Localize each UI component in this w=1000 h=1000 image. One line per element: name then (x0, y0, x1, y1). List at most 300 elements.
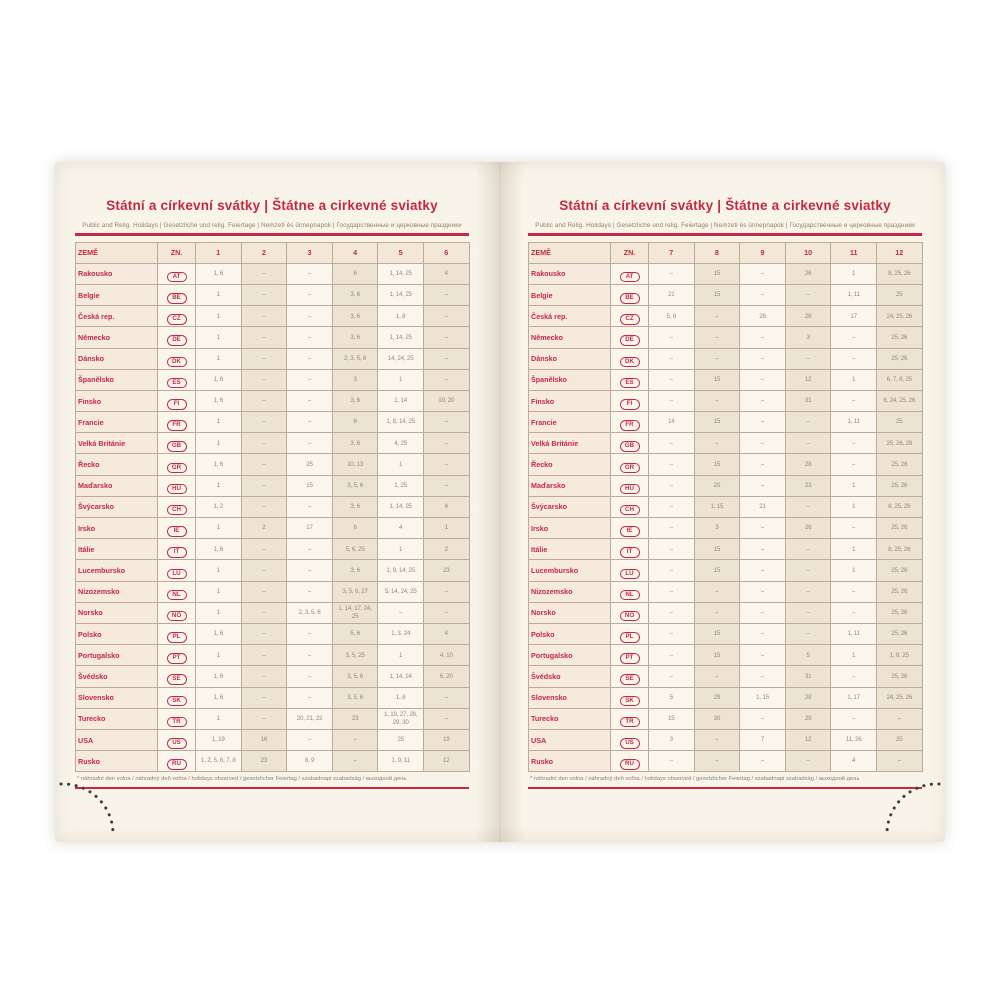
table-row (529, 666, 923, 687)
country-code-badge: NL (167, 590, 187, 601)
month-holidays-cell: 1, 14, 25 (378, 327, 424, 348)
month-holidays-cell: – (740, 475, 786, 496)
country-code-badge: ES (620, 378, 640, 389)
country-name-cell: Španělsko (529, 369, 611, 390)
month-holidays-cell: 1, 15 (740, 687, 786, 708)
holidays-table (528, 242, 923, 773)
country-name-cell: Řecko (529, 454, 611, 475)
month-holidays-cell: – (241, 327, 287, 348)
month-holidays-cell: – (831, 327, 877, 348)
month-holidays-cell: – (649, 539, 695, 560)
column-header-month: 5 (378, 242, 424, 263)
month-holidays-cell: – (287, 687, 333, 708)
table-row (529, 623, 923, 644)
country-name-cell: Irsko (529, 518, 611, 539)
month-holidays-cell: 1 (378, 369, 424, 390)
month-holidays-cell: 6, 24, 25, 26 (876, 390, 922, 411)
month-holidays-cell: – (423, 306, 469, 327)
month-holidays-cell: 1, 9, 14, 25 (378, 560, 424, 581)
month-holidays-cell: 1 (831, 263, 877, 284)
country-code-cell (611, 433, 649, 454)
month-holidays-cell: – (287, 496, 333, 517)
month-holidays-cell: – (241, 263, 287, 284)
month-holidays-cell: – (649, 369, 695, 390)
month-holidays-cell: 1, 6 (196, 539, 242, 560)
month-holidays-cell: 3, 6 (332, 327, 378, 348)
month-holidays-cell: – (287, 284, 333, 305)
month-holidays-cell: 1 (423, 518, 469, 539)
subtitle-rule (75, 233, 469, 236)
country-code-cell (158, 645, 196, 666)
month-holidays-cell: 26 (785, 518, 831, 539)
country-code-badge: GR (167, 463, 187, 474)
month-holidays-cell: – (241, 496, 287, 517)
page-subtitle: Public and Relig. Holidays | Gesetzliche und relig. Feiertage | Nemzeti és ünnepnapok | Государственные и церковные праздники (82, 222, 462, 229)
month-holidays-cell: 1, 8, 25 (876, 645, 922, 666)
month-holidays-cell: – (287, 369, 333, 390)
country-code-cell (611, 454, 649, 475)
month-holidays-cell: 4, 25 (378, 433, 424, 454)
month-holidays-cell: 1, 6 (196, 687, 242, 708)
month-holidays-cell: – (649, 475, 695, 496)
month-holidays-cell: 3, 6 (332, 433, 378, 454)
country-code-cell (611, 666, 649, 687)
month-holidays-cell: 1, 15 (694, 496, 740, 517)
month-holidays-cell: 3, 5, 6 (332, 475, 378, 496)
country-code-cell (158, 348, 196, 369)
month-holidays-cell: – (241, 369, 287, 390)
country-name-cell: Česká rep. (76, 306, 158, 327)
month-holidays-cell: – (287, 539, 333, 560)
month-holidays-cell: – (241, 666, 287, 687)
country-code-badge: CZ (620, 314, 640, 325)
table-row (76, 496, 470, 517)
table-row (76, 263, 470, 284)
month-holidays-cell: 1, 6 (196, 623, 242, 644)
table-row (529, 327, 923, 348)
right-page (500, 162, 945, 842)
month-holidays-cell: – (740, 581, 786, 602)
month-holidays-cell: 25 (287, 454, 333, 475)
month-holidays-cell: – (740, 263, 786, 284)
country-code-badge: SE (167, 674, 187, 685)
month-holidays-cell: – (423, 327, 469, 348)
month-holidays-cell: – (287, 560, 333, 581)
country-code-cell (158, 327, 196, 348)
country-name-cell: Rakousko (76, 263, 158, 284)
country-code-cell (611, 327, 649, 348)
month-holidays-cell: 17 (287, 518, 333, 539)
month-holidays-cell: – (831, 708, 877, 729)
country-name-cell: Itálie (76, 539, 158, 560)
month-holidays-cell: 1, 3, 24 (378, 623, 424, 644)
table-row (529, 539, 923, 560)
month-holidays-cell: 15 (694, 623, 740, 644)
month-holidays-cell: 8, 9 (287, 751, 333, 772)
country-code-badge: HU (167, 484, 187, 495)
month-holidays-cell: 1 (831, 539, 877, 560)
month-holidays-cell: – (694, 666, 740, 687)
month-holidays-cell: – (694, 306, 740, 327)
country-code-cell (611, 687, 649, 708)
country-code-badge: CH (620, 505, 640, 516)
month-holidays-cell: – (831, 581, 877, 602)
column-header-code: ZN. (611, 242, 649, 263)
month-holidays-cell: 15 (287, 475, 333, 496)
table-row (529, 348, 923, 369)
country-name-cell: USA (529, 729, 611, 750)
month-holidays-cell: – (378, 602, 424, 623)
month-holidays-cell: 25, 26 (876, 581, 922, 602)
month-holidays-cell: 1 (196, 306, 242, 327)
country-name-cell: Norsko (76, 602, 158, 623)
month-holidays-cell: – (740, 433, 786, 454)
country-name-cell: Maďarsko (76, 475, 158, 496)
table-row (76, 327, 470, 348)
country-code-badge: GB (167, 441, 187, 452)
country-name-cell: Lucembursko (529, 560, 611, 581)
table-row (76, 708, 470, 729)
table-row (76, 581, 470, 602)
month-holidays-cell: – (332, 751, 378, 772)
country-name-cell: Švýcarsko (529, 496, 611, 517)
country-name-cell: Francie (76, 412, 158, 433)
month-holidays-cell: – (649, 645, 695, 666)
country-code-badge: GR (620, 463, 640, 474)
country-code-cell (611, 708, 649, 729)
month-holidays-cell: – (423, 369, 469, 390)
month-holidays-cell: 1, 9, 11 (378, 751, 424, 772)
table-row (76, 602, 470, 623)
month-holidays-cell: 15 (649, 708, 695, 729)
table-row (76, 518, 470, 539)
month-holidays-cell: 25, 26 (876, 518, 922, 539)
month-holidays-cell: – (287, 623, 333, 644)
month-holidays-cell: 1, 25 (378, 475, 424, 496)
month-holidays-cell: 1, 6 (196, 369, 242, 390)
country-code-badge: LU (167, 569, 187, 580)
month-holidays-cell: – (740, 284, 786, 305)
month-holidays-cell: – (423, 581, 469, 602)
month-holidays-cell: – (241, 560, 287, 581)
column-header-month: 9 (740, 242, 786, 263)
country-code-cell (611, 518, 649, 539)
month-holidays-cell: 25, 26 (876, 560, 922, 581)
month-holidays-cell: – (740, 327, 786, 348)
country-code-badge: DK (167, 357, 187, 368)
country-code-cell (611, 348, 649, 369)
month-holidays-cell: – (649, 666, 695, 687)
month-holidays-cell: 23 (241, 751, 287, 772)
month-holidays-cell: – (241, 687, 287, 708)
month-holidays-cell: 15 (694, 369, 740, 390)
country-code-badge: IE (620, 526, 640, 537)
month-holidays-cell: 25, 26 (876, 666, 922, 687)
month-holidays-cell: – (649, 602, 695, 623)
month-holidays-cell: – (785, 496, 831, 517)
month-holidays-cell: 3 (332, 369, 378, 390)
month-holidays-cell: – (241, 284, 287, 305)
month-holidays-cell: – (740, 390, 786, 411)
table-row (76, 390, 470, 411)
country-code-cell (158, 539, 196, 560)
month-holidays-cell: 6 (332, 518, 378, 539)
month-holidays-cell: 5, 14, 24, 25 (378, 581, 424, 602)
month-holidays-cell: – (241, 306, 287, 327)
month-holidays-cell: 6 (332, 412, 378, 433)
month-holidays-cell: 1, 11 (831, 623, 877, 644)
month-holidays-cell: 1 (196, 708, 242, 729)
country-code-cell (611, 751, 649, 772)
month-holidays-cell: – (785, 284, 831, 305)
month-holidays-cell: – (740, 623, 786, 644)
month-holidays-cell: 25 (876, 412, 922, 433)
table-row (529, 369, 923, 390)
dotted-corner-arc-icon (881, 778, 941, 838)
month-holidays-cell: – (649, 327, 695, 348)
country-code-cell (158, 454, 196, 475)
month-holidays-cell: – (831, 348, 877, 369)
month-holidays-cell: 1, 14, 17, 24, 25 (332, 602, 378, 623)
table-row (529, 560, 923, 581)
month-holidays-cell: – (694, 729, 740, 750)
month-holidays-cell: 4 (378, 518, 424, 539)
country-code-cell (158, 284, 196, 305)
month-holidays-cell: 25, 26 (876, 348, 922, 369)
table-row (529, 475, 923, 496)
month-holidays-cell: – (740, 454, 786, 475)
month-holidays-cell: 1, 6 (196, 666, 242, 687)
month-holidays-cell: – (332, 729, 378, 750)
country-name-cell: Německo (529, 327, 611, 348)
country-name-cell: Rakousko (529, 263, 611, 284)
month-holidays-cell: 1 (196, 284, 242, 305)
month-holidays-cell: 23 (423, 560, 469, 581)
month-holidays-cell: 1 (196, 602, 242, 623)
month-holidays-cell: 8, 25, 26 (876, 496, 922, 517)
month-holidays-cell: – (831, 454, 877, 475)
country-code-badge: NO (167, 611, 187, 622)
table-row (529, 263, 923, 284)
month-holidays-cell: 1 (196, 412, 242, 433)
month-holidays-cell: – (876, 751, 922, 772)
month-holidays-cell: – (831, 666, 877, 687)
country-code-cell (158, 708, 196, 729)
month-holidays-cell: 15 (694, 539, 740, 560)
month-holidays-cell: 1 (831, 496, 877, 517)
column-header-code: ZN. (158, 242, 196, 263)
month-holidays-cell: 1 (196, 433, 242, 454)
country-name-cell: Belgie (529, 284, 611, 305)
country-name-cell: Polsko (76, 623, 158, 644)
country-code-badge: TR (620, 717, 640, 728)
month-holidays-cell: 15 (694, 284, 740, 305)
country-name-cell: Francie (529, 412, 611, 433)
column-header-month: 12 (876, 242, 922, 263)
month-holidays-cell: 28 (785, 306, 831, 327)
country-code-cell (158, 560, 196, 581)
table-row (76, 729, 470, 750)
month-holidays-cell: 2 (241, 518, 287, 539)
country-code-cell (158, 433, 196, 454)
month-holidays-cell: 24, 25, 26 (876, 687, 922, 708)
month-holidays-cell: 12 (423, 751, 469, 772)
country-code-cell (158, 518, 196, 539)
month-holidays-cell: 7 (740, 729, 786, 750)
month-holidays-cell: 16 (241, 729, 287, 750)
month-holidays-cell: – (740, 348, 786, 369)
column-header-month: 10 (785, 242, 831, 263)
table-row (529, 390, 923, 411)
month-holidays-cell: 3, 6 (332, 306, 378, 327)
month-holidays-cell: 3, 5, 25 (332, 645, 378, 666)
country-name-cell: Velká Británie (76, 433, 158, 454)
month-holidays-cell: – (423, 348, 469, 369)
table-row (529, 751, 923, 772)
month-holidays-cell: – (649, 518, 695, 539)
country-code-badge: BE (167, 293, 187, 304)
month-holidays-cell: – (241, 645, 287, 666)
month-holidays-cell: 25, 26 (876, 327, 922, 348)
country-name-cell: Španělsko (76, 369, 158, 390)
country-name-cell: Švédsko (529, 666, 611, 687)
month-holidays-cell: – (287, 666, 333, 687)
month-holidays-cell: – (287, 433, 333, 454)
month-holidays-cell: – (241, 454, 287, 475)
month-holidays-cell: 1, 11 (831, 284, 877, 305)
month-holidays-cell: 3, 6 (332, 284, 378, 305)
country-name-cell: Švédsko (76, 666, 158, 687)
country-code-badge: DK (620, 357, 640, 368)
country-code-cell (611, 560, 649, 581)
month-holidays-cell: 20 (694, 475, 740, 496)
table-row (76, 539, 470, 560)
table-footnote: * náhradní den volna / náhradný deň voľna / holidays observed / gesetzlicher Feiertag / szabadnapi szabadság / выходной день (530, 776, 860, 783)
month-holidays-cell: – (740, 666, 786, 687)
column-header-month: 2 (241, 242, 287, 263)
country-code-cell (611, 369, 649, 390)
month-holidays-cell: – (694, 390, 740, 411)
month-holidays-cell: – (831, 518, 877, 539)
month-holidays-cell: – (241, 412, 287, 433)
month-holidays-cell: – (740, 708, 786, 729)
month-holidays-cell: 8, 25, 26 (876, 263, 922, 284)
left-page (55, 162, 500, 842)
column-header-month: 4 (332, 242, 378, 263)
table-row (529, 496, 923, 517)
country-code-cell (158, 666, 196, 687)
month-holidays-cell: 1 (831, 560, 877, 581)
month-holidays-cell: – (694, 348, 740, 369)
month-holidays-cell: 1, 6 (196, 263, 242, 284)
month-holidays-cell: 1, 14, 24 (378, 666, 424, 687)
month-holidays-cell: – (740, 369, 786, 390)
country-code-cell (158, 496, 196, 517)
dotted-corner-arc-icon (59, 778, 119, 838)
country-name-cell: Portugalsko (529, 645, 611, 666)
month-holidays-cell: 2, 3, 5, 6 (332, 348, 378, 369)
country-code-cell (611, 645, 649, 666)
country-code-badge: AT (620, 272, 640, 283)
month-holidays-cell: 25, 26, 28 (876, 433, 922, 454)
table-row (529, 729, 923, 750)
month-holidays-cell: 1 (196, 475, 242, 496)
country-code-badge: CZ (167, 314, 187, 325)
page-title: Státní a církevní svátky | Štátne a cirkevné sviatky (106, 198, 438, 213)
country-code-cell (611, 623, 649, 644)
country-code-cell (611, 475, 649, 496)
month-holidays-cell: – (649, 263, 695, 284)
country-name-cell: Turecko (76, 708, 158, 729)
month-holidays-cell: 2 (423, 539, 469, 560)
month-holidays-cell: – (785, 412, 831, 433)
country-code-badge: DE (620, 335, 640, 346)
country-code-badge: LU (620, 569, 640, 580)
month-holidays-cell: 3, 5, 6, 27 (332, 581, 378, 602)
month-holidays-cell: 3, 6 (332, 560, 378, 581)
month-holidays-cell: 4, 10 (423, 645, 469, 666)
country-code-cell (158, 687, 196, 708)
month-holidays-cell: 1 (831, 475, 877, 496)
country-name-cell: Irsko (76, 518, 158, 539)
month-holidays-cell: 10, 13 (332, 454, 378, 475)
table-row (76, 687, 470, 708)
month-holidays-cell: 1, 14, 25 (378, 496, 424, 517)
month-holidays-cell: – (876, 708, 922, 729)
month-holidays-cell: 5 (649, 687, 695, 708)
country-name-cell: Polsko (529, 623, 611, 644)
column-header-month: 6 (423, 242, 469, 263)
month-holidays-cell: – (740, 645, 786, 666)
country-name-cell: Nizozemsko (529, 581, 611, 602)
month-holidays-cell: – (831, 433, 877, 454)
country-name-cell: Belgie (76, 284, 158, 305)
month-holidays-cell: – (241, 348, 287, 369)
month-holidays-cell: 28 (785, 687, 831, 708)
country-code-badge: NL (620, 590, 640, 601)
country-name-cell: Dánsko (76, 348, 158, 369)
month-holidays-cell: – (785, 560, 831, 581)
country-code-badge: NO (620, 611, 640, 622)
country-code-cell (158, 623, 196, 644)
month-holidays-cell: 1, 19 (196, 729, 242, 750)
table-row (76, 623, 470, 644)
month-holidays-cell: – (423, 284, 469, 305)
month-holidays-cell: 25, 26 (876, 454, 922, 475)
column-header-month: 3 (287, 242, 333, 263)
month-holidays-cell: 1, 8, 14, 25 (378, 412, 424, 433)
month-holidays-cell: 5, 6 (649, 306, 695, 327)
table-row (529, 284, 923, 305)
month-holidays-cell: – (649, 454, 695, 475)
month-holidays-cell: 3 (785, 327, 831, 348)
month-holidays-cell: 1, 6 (196, 454, 242, 475)
month-holidays-cell: – (649, 581, 695, 602)
country-code-badge: SK (167, 696, 187, 707)
month-holidays-cell: 15 (694, 454, 740, 475)
country-code-badge: HU (620, 484, 640, 495)
month-holidays-cell: – (241, 708, 287, 729)
country-code-cell (158, 729, 196, 750)
month-holidays-cell: – (740, 518, 786, 539)
country-code-cell (158, 390, 196, 411)
country-name-cell: Česká rep. (529, 306, 611, 327)
month-holidays-cell: – (649, 348, 695, 369)
month-holidays-cell: – (423, 687, 469, 708)
country-code-cell (158, 581, 196, 602)
country-name-cell: Nizozemsko (76, 581, 158, 602)
month-holidays-cell: 2, 3, 5, 6 (287, 602, 333, 623)
